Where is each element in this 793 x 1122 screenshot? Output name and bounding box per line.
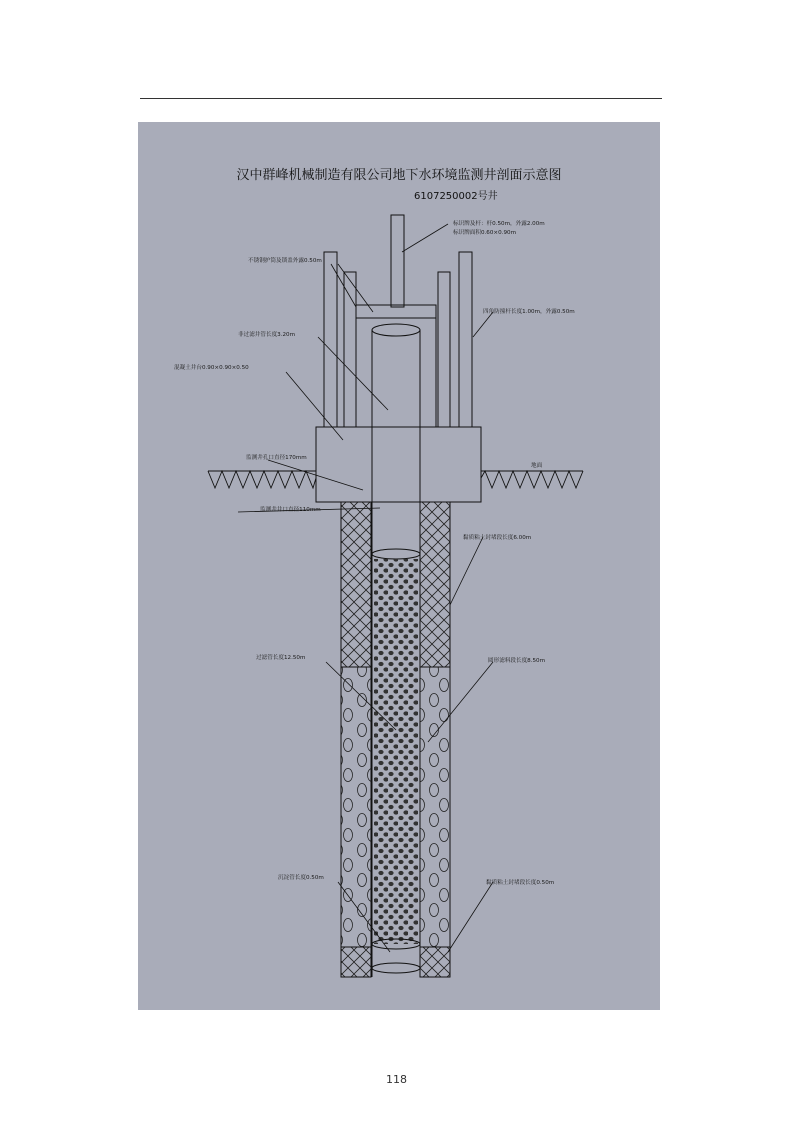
label-clay-seal-bottom: 黏质粘土封堵段长度0.50m [486, 880, 555, 886]
guard-post-right-outer [459, 252, 472, 427]
well-id: 6107250002号井 [414, 191, 498, 202]
label-gravel-pack: 圆形滤料段长度8.50m [488, 658, 546, 664]
clay-seal-bottom-right [420, 947, 450, 977]
clay-seal-left [341, 502, 371, 667]
label-ground: 地面 [531, 463, 543, 469]
well-section-diagram [138, 122, 660, 1010]
label-concrete-platform: 混凝土井台0.90×0.90×0.50 [174, 365, 249, 371]
page-number: 118 [386, 1073, 407, 1086]
label-steel-casing: 不锈钢护筒及锁盖外露0.50m [248, 258, 322, 264]
guard-post-left-outer [324, 252, 337, 427]
label-sediment-pipe: 沉淀管长度0.50m [278, 875, 324, 881]
label-guard-posts: 四角防撞杆长度1.00m，外露0.50m [483, 309, 575, 315]
label-sign-post: 标识牌及杆：杆0.50m，外露2.00m [453, 221, 545, 227]
gravel-pack-left [341, 667, 371, 947]
label-well-diameter: 监测井井口直径110mm [260, 507, 321, 513]
label-non-filter-pipe: 非过滤井管长度3.20m [238, 332, 296, 338]
well-pipe-top [372, 324, 420, 336]
filter-pipe-perforations [374, 559, 418, 944]
header-rule [140, 98, 662, 99]
guard-post-right-inner [438, 272, 450, 427]
label-clay-seal-top: 黏质粘土封堵段长度6.00m [463, 535, 532, 541]
label-filter-pipe: 过滤管长度12.50m [256, 655, 306, 661]
diagram-title: 汉中群峰机械制造有限公司地下水环境监测井剖面示意图 [236, 168, 562, 183]
sediment-pipe-bottom [372, 963, 420, 973]
guard-post-left-inner [344, 272, 356, 427]
gravel-pack-right [420, 667, 450, 947]
label-sign-board: 标识牌面积0.60×0.90m [453, 230, 517, 236]
clay-seal-right [420, 502, 450, 667]
clay-seal-bottom-left [341, 947, 371, 977]
concrete-platform [316, 427, 481, 502]
label-borehole-diameter: 监测井孔口直径170mm [246, 455, 307, 461]
sign-post [391, 215, 404, 307]
